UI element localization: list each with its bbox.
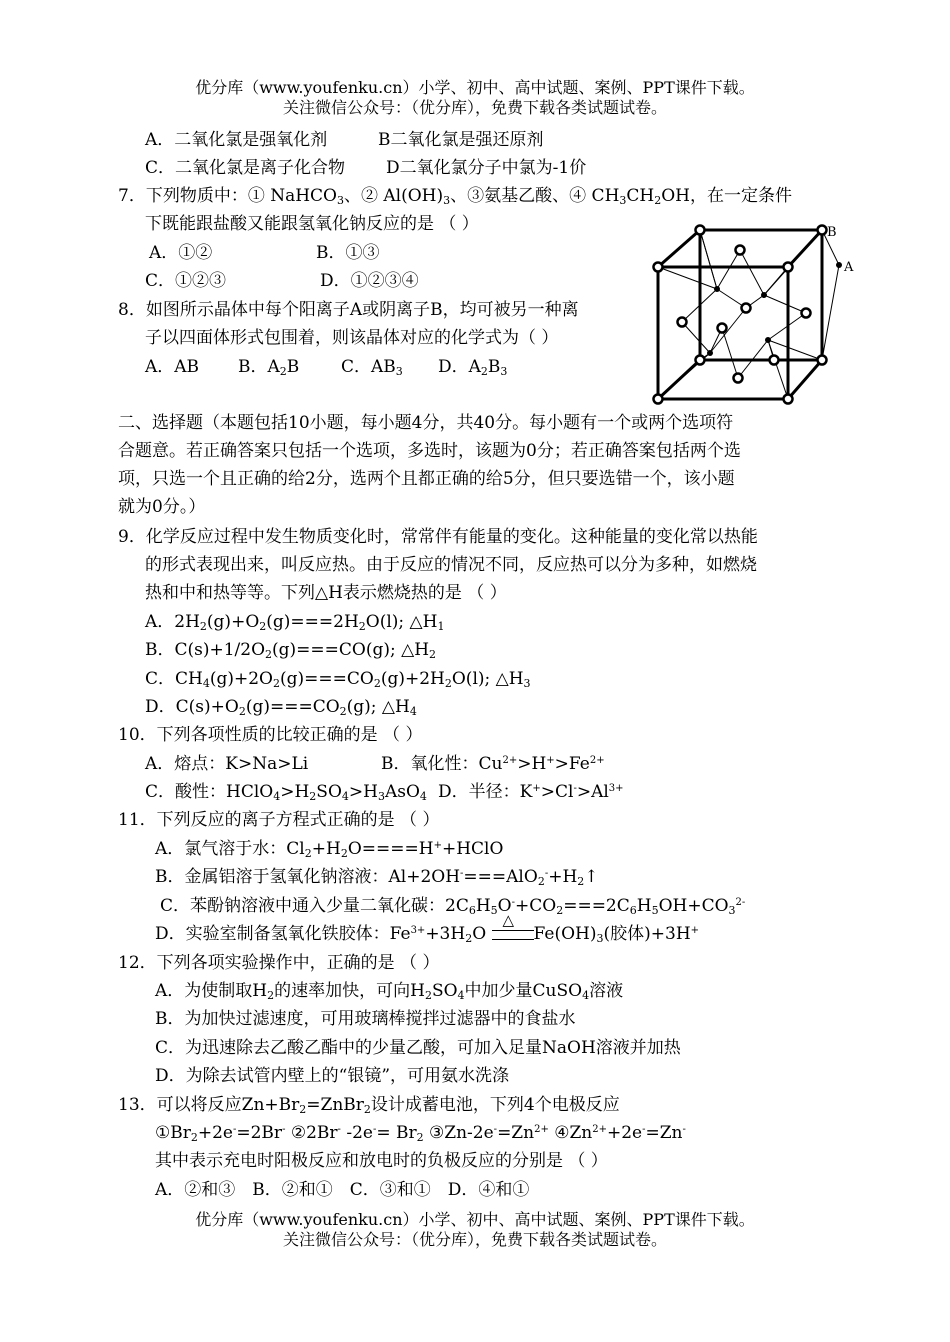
q8-option-b: B．$A_2B$ bbox=[238, 357, 300, 378]
q9-option-a: A．$2H_2(g)+O_2(g)===2H_2O(l)$; $\triangle H_1$ bbox=[145, 612, 445, 633]
q8-stem-line-1: 8．如图所示晶体中每个阳离子A或阴离子B，均可被另一种离 bbox=[118, 300, 579, 320]
q13-stem-line-3: 其中表示充电时阳极反应和放电时的负极反应的分别是 （ ） bbox=[155, 1151, 608, 1171]
q13-electrode-reactions: $①Br_2+2e^-=2Br^-$ ②2Br- $-2e^-= Br_2$ ③Zn-$2e^-=Zn^{2+}$ $④Zn^{2+}+2e^-=Zn^-$ bbox=[155, 1123, 686, 1144]
q13-stem-line-1: 13．可以将反应$Zn+Br_2=ZnBr_2$设计成蓄电池，下列4个电极反应 bbox=[118, 1095, 620, 1116]
q10-stem: 10．下列各项性质的比较正确的是 （ ） bbox=[118, 725, 423, 745]
q11-option-d: D．实验室制备氢氧化铁胶体：$Fe^{3+}+3H_2O$ △ $Fe(OH)_3$(胶体)+3H+ bbox=[155, 922, 699, 946]
q7-option-d: D．①②③④ bbox=[320, 271, 419, 291]
q9-option-b: B．$C(s)+1/2O_2(g)===CO(g)$; $\triangle H_2$ bbox=[145, 640, 437, 661]
q8-option-c: C．$AB_3$ bbox=[341, 357, 403, 378]
section2-line-4: 就为0分。） bbox=[118, 497, 206, 517]
label-b: B bbox=[827, 225, 837, 240]
q12-stem: 12．下列各项实验操作中，正确的是 （ ） bbox=[118, 953, 440, 973]
q11-option-c: C．苯酚钠溶液中通入少量二氧化碳：$2C_6H_5O^-+CO_2===2C_6H_5OH+CO_3^{2-}$ bbox=[160, 896, 746, 917]
q9-stem-line-2: 的形式表现出来，叫反应热。由于反应的情况不同，反应热可以分为多种，如燃烧 bbox=[145, 555, 757, 575]
footer-line-2: 关注微信公众号：（优分库），免费下载各类试题试卷。 bbox=[282, 1230, 667, 1249]
q12-option-d: D．为除去试管内壁上的“银镜”，可用氨水洗涤 bbox=[155, 1066, 510, 1086]
q7-stem-line-2: 下既能跟盐酸又能跟氢氧化钠反应的是 （ ） bbox=[145, 214, 479, 234]
q10-option-c: C．酸性：$HClO_4>H_2SO_4>H_3AsO_4$ bbox=[145, 782, 427, 803]
header-line-2: 关注微信公众号：（优分库），免费下载各类试题试卷。 bbox=[282, 98, 667, 117]
q11-option-b: B．金属铝溶于氢氧化钠溶液：$Al+2OH^-===AlO_2^-+H_2↑$ bbox=[155, 867, 599, 888]
q6-option-a: A．二氧化氯是强氧化剂 bbox=[145, 130, 328, 150]
q10-option-a: A．熔点：K>Na>Li bbox=[145, 754, 309, 774]
q10-option-d: D．半径：$K^+>Cl^->Al^{3+}$ bbox=[438, 782, 624, 802]
q6-option-c: C．二氧化氯是离子化合物 bbox=[145, 158, 346, 178]
q7-option-c: C．①②③ bbox=[145, 271, 227, 291]
q12-option-b: B．为加快过滤速度，可用玻璃棒搅拌过滤器中的食盐水 bbox=[155, 1009, 576, 1029]
q9-stem-line-1: 9．化学反应过程中发生物质变化时，常常伴有能量的变化。这种能量的变化常以热能 bbox=[118, 527, 758, 547]
q9-option-d: D．$C(s)+O_2(g)===CO_2(g)$; $\triangle H_4$ bbox=[145, 697, 417, 718]
q13-options: A．②和③ B．②和① C．③和① D．④和① bbox=[155, 1180, 530, 1200]
q8-option-a: A．AB bbox=[145, 357, 200, 377]
q7-option-b: B．①③ bbox=[316, 243, 380, 263]
q11-option-a: A．氯气溶于水：$Cl_2+H_2O====H^++HClO$ bbox=[155, 839, 504, 860]
q6-option-b: B二氧化氯是强还原剂 bbox=[378, 130, 544, 150]
q11-stem: 11．下列反应的离子方程式正确的是 （ ） bbox=[118, 810, 440, 830]
q8-option-d: D．$A_2B_3$ bbox=[438, 357, 508, 378]
q12-option-c: C．为迅速除去乙酸乙酯中的少量乙酸，可加入足量NaOH溶液并加热 bbox=[155, 1038, 681, 1058]
crystal-structure-figure bbox=[640, 220, 860, 410]
section2-line-1: 二、选择题（本题包括10小题，每小题4分，共40分。每小题有一个或两个选项符 bbox=[118, 413, 734, 433]
q8-stem-line-2: 子以四面体形式包围着，则该晶体对应的化学式为（ ） bbox=[145, 328, 559, 348]
heating-delta-icon: △ bbox=[502, 911, 515, 929]
q7-option-a: A．①② bbox=[149, 243, 213, 263]
footer-line-1: 优分库（www.youfenku.cn）小学、初中、高中试题、案例、PPT课件下载。 bbox=[195, 1210, 755, 1229]
q6-option-d: D二氧化氯分子中氯为-1价 bbox=[386, 158, 587, 178]
q12-option-a: A．为使制取$H_2$的速率加快，可向$H_2SO_4$中加少量CuSO$_4$溶液 bbox=[155, 981, 624, 1002]
q10-option-b: B．氧化性：$Cu^{2+}>H^+>Fe^{2+}$ bbox=[381, 754, 605, 774]
section2-line-2: 合题意。若正确答案只包括一个选项，多选时，该题为0分；若正确答案包括两个选 bbox=[118, 441, 741, 461]
header-line-1: 优分库（www.youfenku.cn）小学、初中、高中试题、案例、PPT课件下载。 bbox=[195, 78, 755, 97]
q9-option-c: C．$CH_4(g)+2O_2(g)===CO_2(g)+2H_2O(l)$; $\triangle H_3$ bbox=[145, 669, 531, 690]
q7-stem-line-1: 7．下列物质中：① NaHCO$_3$、② $Al(OH)_3$、③氨基乙酸、④ $CH_3CH_2OH$，在一定条件 bbox=[118, 186, 793, 207]
label-a: A bbox=[844, 260, 854, 275]
q9-stem-line-3: 热和中和热等等。下列△H表示燃烧热的是 （ ） bbox=[145, 583, 507, 603]
section2-line-3: 项，只选一个且正确的给2分，选两个且都正确的给5分，但只要选错一个，该小题 bbox=[118, 469, 735, 489]
